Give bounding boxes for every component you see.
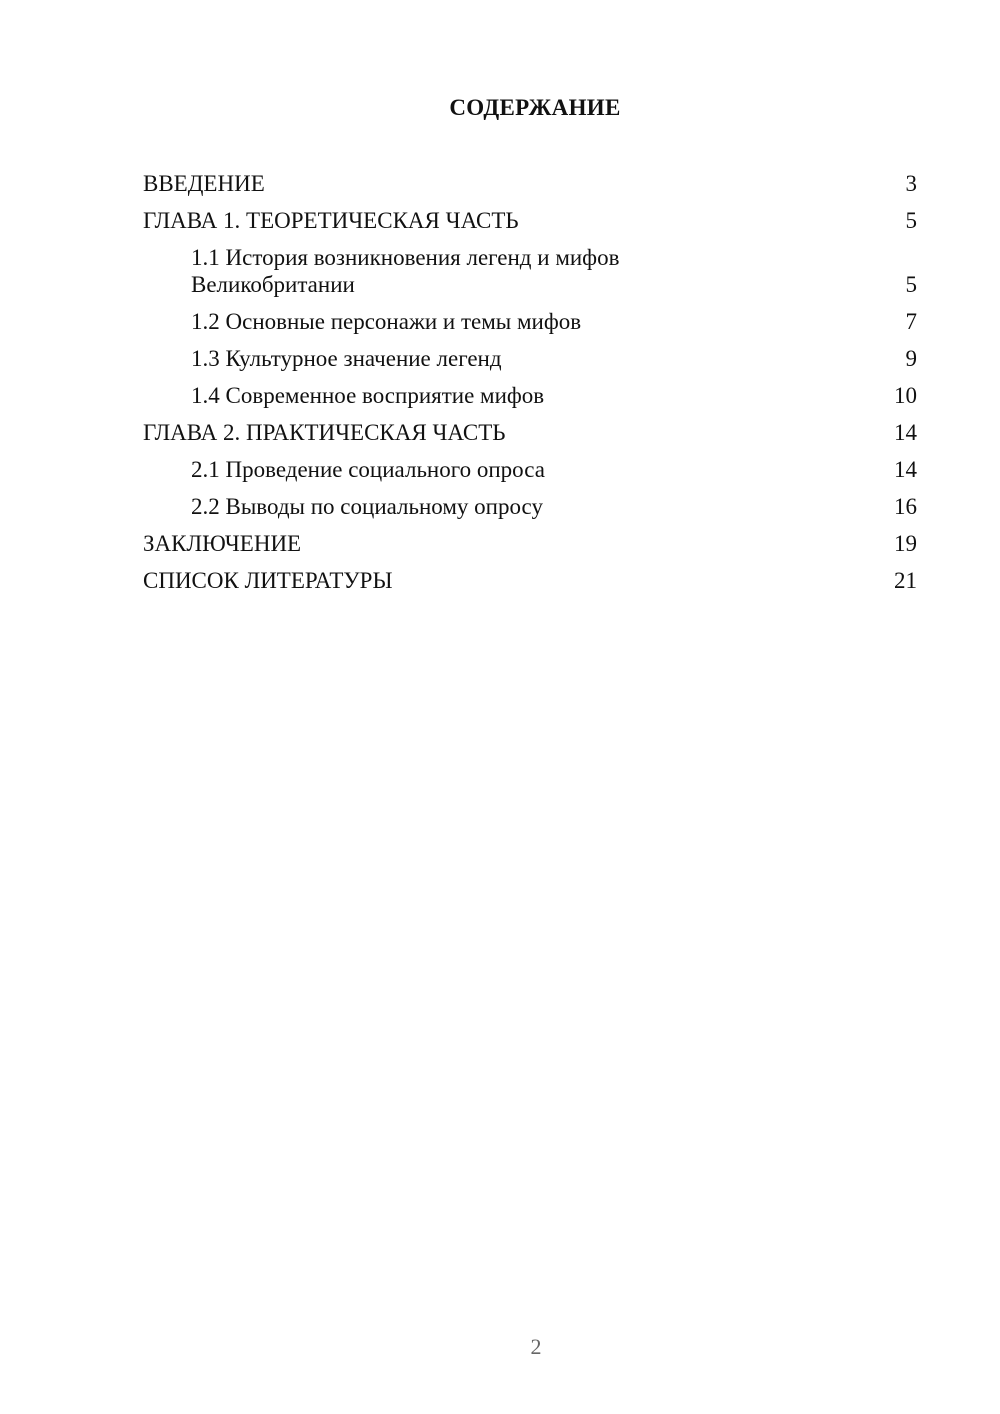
toc-entry-chapter-2 <box>143 419 917 446</box>
toc-entry-page-number: 5 <box>905 208 917 233</box>
toc-entry-label: 1.4 Современное восприятие мифов <box>191 383 545 408</box>
toc-entry-introduction <box>143 170 917 197</box>
toc-entry-label: ЗАКЛЮЧЕНИЕ <box>143 531 302 556</box>
toc-entry-page-number: 7 <box>905 309 917 334</box>
toc-entry-bibliography <box>143 567 917 594</box>
toc-entry-section-1-3 <box>143 345 917 372</box>
toc-entry-label: СПИСОК ЛИТЕРАТУРЫ <box>143 568 393 593</box>
page-number: 2 <box>530 1334 542 1359</box>
toc-entry-conclusion <box>143 530 917 557</box>
toc-entry-label: 1.2 Основные персонажи и темы мифов <box>191 309 582 334</box>
toc-entry-label: ГЛАВА 1. ТЕОРЕТИЧЕСКАЯ ЧАСТЬ <box>143 208 519 233</box>
toc-entry-label: 1.3 Культурное значение легенд <box>191 346 502 371</box>
toc-entry-chapter-1 <box>143 207 917 234</box>
toc-entry-section-2-1 <box>143 456 917 483</box>
toc-entry-section-1-2 <box>143 308 917 335</box>
toc-entry-label: 1.1 История возникновения легенд и мифов Великобритании <box>191 245 620 297</box>
toc-entry-section-1-1 <box>143 244 917 298</box>
toc-entry-page-number: 14 <box>894 457 917 482</box>
toc-entry-label: ВВЕДЕНИЕ <box>143 171 265 196</box>
table-of-contents <box>143 170 917 604</box>
toc-entry-page-number: 21 <box>894 568 917 593</box>
toc-entry-label: 2.1 Проведение социального опроса <box>191 457 545 482</box>
toc-entry-label: ГЛАВА 2. ПРАКТИЧЕСКАЯ ЧАСТЬ <box>143 420 506 445</box>
toc-entry-page-number: 9 <box>905 346 917 371</box>
toc-title: СОДЕРЖАНИЕ <box>449 95 621 120</box>
toc-entry-label: 2.2 Выводы по социальному опросу <box>191 494 543 519</box>
toc-entry-section-2-2 <box>143 493 917 520</box>
toc-entry-page-number: 19 <box>894 531 917 556</box>
toc-entry-page-number: 3 <box>905 171 917 196</box>
toc-entry-page-number: 16 <box>894 494 917 519</box>
toc-entry-page-number: 5 <box>905 272 917 297</box>
toc-entry-page-number: 14 <box>894 420 917 445</box>
toc-entry-page-number: 10 <box>894 383 917 408</box>
toc-entry-section-1-4 <box>143 382 917 409</box>
